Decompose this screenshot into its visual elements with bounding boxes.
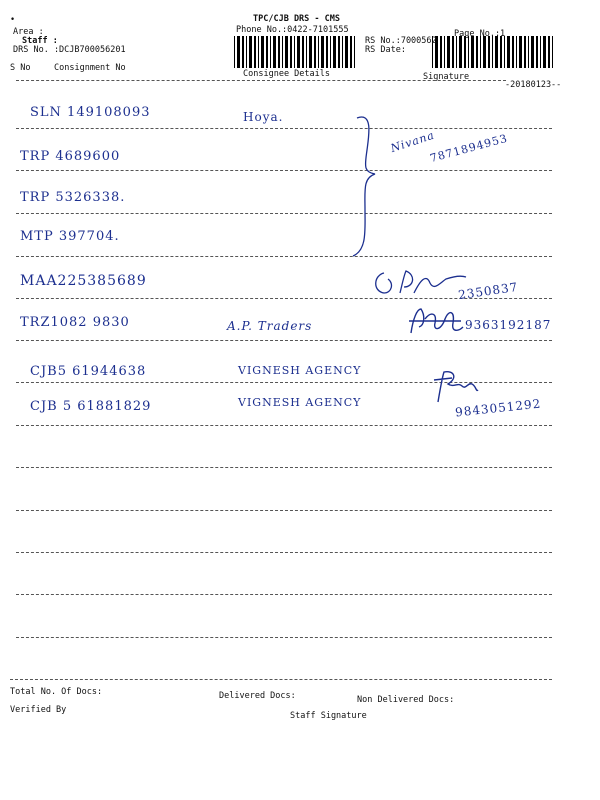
document-title: TPC/CJB DRS - CMS <box>253 14 340 24</box>
barcode-bar <box>330 36 331 68</box>
barcode-bar <box>234 36 235 68</box>
barcode-bar <box>512 36 514 68</box>
barcode-bar <box>531 36 534 68</box>
barcode-bar <box>468 36 469 68</box>
barcode-bar <box>524 36 526 68</box>
barcode-bar <box>528 36 529 68</box>
barcode-bar <box>516 36 517 68</box>
consignment-entry: MAA225385689 <box>20 273 147 289</box>
barcode-bar <box>444 36 445 68</box>
barcode-bar <box>440 36 442 68</box>
barcode-bar <box>476 36 478 68</box>
consignment-entry: MTP 397704. <box>20 229 120 244</box>
signature-phone: 9843051292 <box>454 396 542 420</box>
consignment-entry: TRP 4689600 <box>20 149 121 164</box>
barcode-bar <box>249 36 252 68</box>
rs-date: RS Date: <box>365 45 406 55</box>
delivered-docs-label: Delivered Docs: <box>219 691 296 701</box>
non-delivered-docs-label: Non Delivered Docs: <box>357 695 455 705</box>
barcode-drs <box>234 36 359 68</box>
barcode-bar <box>266 36 268 68</box>
signature-scribble <box>432 368 480 404</box>
consignment-entry: CJB 5 61881829 <box>30 399 152 414</box>
signature-phone: 9363192187 <box>465 318 552 332</box>
row-divider <box>16 552 552 553</box>
consignee-entry: VIGNESH AGENCY <box>238 396 362 409</box>
barcode-bar <box>285 36 288 68</box>
barcode-bar <box>254 36 256 68</box>
barcode-bar <box>447 36 450 68</box>
barcode-bar <box>495 36 498 68</box>
barcode-bar <box>242 36 244 68</box>
consignment-no-heading: Consignment No <box>54 63 126 73</box>
barcode-bar <box>456 36 457 68</box>
barcode-bar <box>345 36 348 68</box>
barcode-bar <box>480 36 481 68</box>
barcode-bar <box>270 36 271 68</box>
barcode-bar <box>519 36 522 68</box>
barcode-bar <box>543 36 546 68</box>
dot-mark: • <box>10 15 16 25</box>
barcode-bar <box>540 36 541 68</box>
signature-scribble <box>405 305 465 339</box>
barcode-bar <box>273 36 276 68</box>
barcode-bar <box>294 36 295 68</box>
barcode-bar <box>552 36 553 68</box>
barcode-bar <box>318 36 319 68</box>
consignment-entry: CJB5 61944638 <box>30 364 147 379</box>
row-divider <box>16 256 552 257</box>
barcode-bar <box>338 36 340 68</box>
phone-number: Phone No.:0422-7101555 <box>236 25 349 35</box>
header-rule <box>16 80 506 81</box>
barcode-bar <box>459 36 462 68</box>
barcode-bar <box>507 36 510 68</box>
row-divider <box>16 213 552 214</box>
rs-number: RS No.:7000562 <box>365 36 437 46</box>
staff-label: Staff : <box>22 36 58 46</box>
barcode-bar <box>261 36 264 68</box>
barcode-bar <box>354 36 355 68</box>
row-divider <box>16 128 552 129</box>
barcode-bar <box>483 36 486 68</box>
barcode-bar <box>246 36 247 68</box>
signature-name: Nivana <box>388 128 437 155</box>
barcode-bar <box>290 36 292 68</box>
page-number: Page No.:1 <box>454 29 506 39</box>
consignee-details-heading: Consignee Details <box>243 69 330 79</box>
barcode-bar <box>350 36 352 68</box>
barcode-bar <box>492 36 493 68</box>
bracket-mark <box>345 110 385 260</box>
row-divider <box>16 425 552 426</box>
signature-phone: 2350837 <box>457 279 520 303</box>
row-divider <box>16 170 552 171</box>
barcode-bar <box>314 36 316 68</box>
total-docs-label: Total No. Of Docs: <box>10 687 103 697</box>
row-divider <box>16 340 552 341</box>
barcode-bar <box>258 36 259 68</box>
consignment-entry: TRP 5326338. <box>20 190 126 205</box>
row-divider <box>16 637 552 638</box>
consignee-entry: Hoya. <box>243 110 284 124</box>
barcode-bar <box>548 36 550 68</box>
barcode-bar <box>309 36 312 68</box>
area-label: Area : <box>13 27 44 37</box>
drs-number: DRS No. :DCJB700056201 <box>13 45 126 55</box>
barcode-bar <box>302 36 304 68</box>
barcode-bar <box>321 36 324 68</box>
barcode-bar <box>306 36 307 68</box>
barcode-rs <box>432 36 556 68</box>
barcode-bar <box>504 36 505 68</box>
row-divider <box>16 594 552 595</box>
verified-by-label: Verified By <box>10 705 67 715</box>
barcode-bar <box>278 36 280 68</box>
signature-heading: Signature <box>423 72 470 82</box>
footer-rule <box>10 679 552 680</box>
barcode-bar <box>326 36 328 68</box>
signature-phone: 7871894953 <box>428 131 510 165</box>
barcode-bar <box>488 36 490 68</box>
barcode-bar <box>282 36 283 68</box>
barcode-bar <box>333 36 336 68</box>
barcode-bar <box>536 36 538 68</box>
barcode-bar <box>471 36 474 68</box>
barcode-bar <box>464 36 466 68</box>
barcode-bar <box>297 36 300 68</box>
staff-signature-label: Staff Signature <box>290 711 367 721</box>
consignee-entry: A.P. Traders <box>227 319 313 333</box>
consignment-entry: SLN 149108093 <box>30 105 151 120</box>
date-code: -20180123-- <box>505 80 562 90</box>
barcode-bar <box>237 36 240 68</box>
barcode-bar <box>452 36 454 68</box>
barcode-bar <box>342 36 343 68</box>
signature-scribble <box>370 265 470 303</box>
row-divider <box>16 467 552 468</box>
barcode-bar <box>500 36 502 68</box>
consignee-entry: VIGNESH AGENCY <box>238 364 362 377</box>
consignment-entry: TRZ1082 9830 <box>20 315 130 330</box>
row-divider <box>16 510 552 511</box>
s-no-heading: S No <box>10 63 31 73</box>
